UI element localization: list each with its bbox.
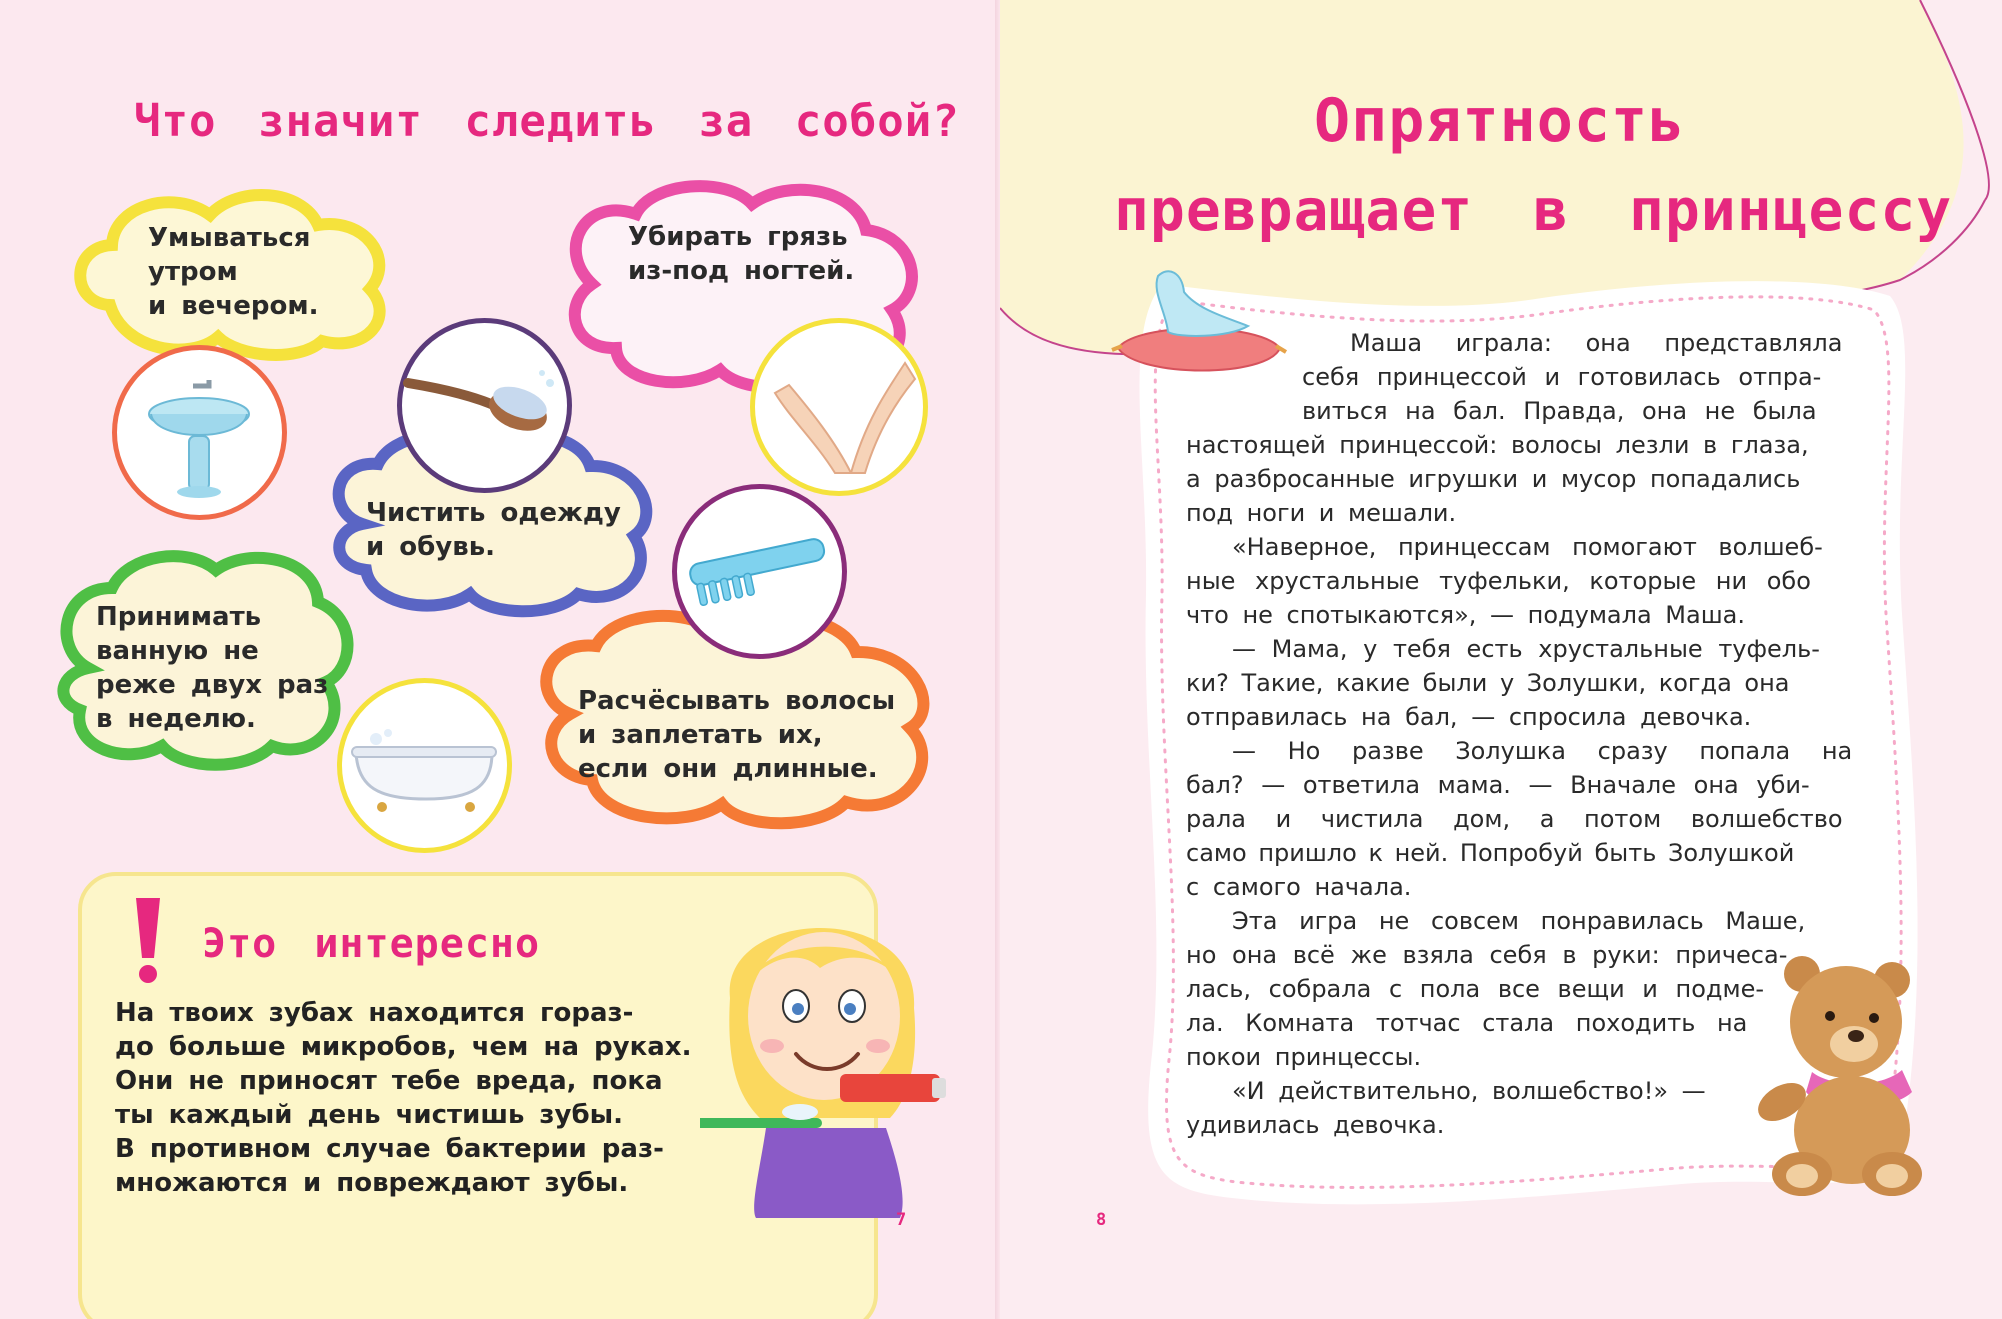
story-line-text: но она всё же взяла себя в руки: причеса-	[1186, 941, 1788, 969]
tip-text-wash: Умываться утром и вечером.	[148, 223, 319, 321]
story-line-text: само пришло к ней. Попробуй быть Золушкой	[1186, 839, 1795, 867]
tip-text-clothes: Чистить одежду и обувь.	[366, 498, 621, 562]
story-line-text: «Наверное, принцессам помогают волшеб-	[1232, 533, 1823, 561]
story-line-text: ла. Комната тотчас стала походить на	[1186, 1009, 1748, 1037]
tip-text-nails: Убирать грязь из-под ногтей.	[628, 222, 855, 286]
story-line-text: удивилась девочка.	[1186, 1111, 1445, 1139]
story-line-text: а разбросанные игрушки и мусор попадались	[1186, 465, 1801, 493]
fact-title: Это интересно	[202, 921, 541, 967]
page-number-left: 7	[896, 1210, 907, 1230]
story-line-text: рала и чистила дом, а потом волшебство	[1186, 805, 1843, 833]
story-line	[1186, 904, 1852, 938]
story-line	[1186, 768, 1852, 802]
story-line-text: настоящей принцессой: волосы лезли в глаза,	[1186, 431, 1809, 459]
story-line	[1186, 632, 1852, 666]
story-line	[1186, 836, 1852, 870]
story-line-text: отправилась на бал, — спросила девочка.	[1186, 703, 1752, 731]
story-line	[1186, 598, 1852, 632]
story-line	[1186, 360, 1852, 394]
sink-illustration	[112, 345, 287, 520]
teddy-bear-illustration	[1742, 952, 1932, 1202]
comb-illustration	[672, 484, 847, 659]
story-line-text: что не спотыкаются», — подумала Маша.	[1186, 601, 1746, 629]
story-line-text: виться на бал. Правда, она не была	[1302, 397, 1817, 425]
story-line	[1186, 496, 1852, 530]
story-line	[1186, 326, 1852, 360]
story-line-text: с самого начала.	[1186, 873, 1412, 901]
story-line	[1186, 734, 1852, 768]
story-line-text: ные хрустальные туфельки, которые ни обо	[1186, 567, 1811, 595]
story-line	[1186, 802, 1852, 836]
tip-cloud-wash	[70, 185, 400, 355]
story-line	[1186, 530, 1852, 564]
story-line-text: покои принцессы.	[1186, 1043, 1422, 1071]
fact-line: ты каждый день чистишь зубы.	[115, 1100, 624, 1130]
story-line	[1186, 462, 1852, 496]
page-number-right: 8	[1096, 1210, 1107, 1230]
story-line	[1186, 564, 1852, 598]
fact-line: до больше микробов, чем на руках.	[115, 1032, 692, 1062]
story-line	[1186, 666, 1852, 700]
story-line-text: ки? Такие, какие были у Золушки, когда она	[1186, 669, 1790, 697]
story-line-text: лась, собрала с пола все вещи и подме-	[1186, 975, 1765, 1003]
clothes-brush-illustration	[397, 318, 572, 493]
fact-text	[115, 996, 692, 1200]
fact-line: Они не приносят тебе вреда, пока	[115, 1066, 663, 1096]
story-line-text: Маша играла: она представляла	[1350, 329, 1843, 357]
tip-text-bath: Принимать ванную не реже двух раз в неделю.	[96, 602, 329, 734]
exclamation-icon	[128, 896, 168, 986]
fact-line: В противном случае бактерии раз-	[115, 1134, 664, 1164]
story-line	[1186, 700, 1852, 734]
bathtub-illustration	[337, 678, 512, 853]
tip-text-hair: Расчёсывать волосы и заплетать их, если они длинные.	[578, 686, 896, 784]
story-line	[1186, 870, 1852, 904]
left-page-title: Что значит следить за собой?	[134, 96, 960, 147]
story-title-line2: превращает в принцессу	[1114, 176, 1953, 244]
hands-illustration	[750, 318, 928, 496]
girl-brushing-teeth-illustration	[700, 878, 950, 1218]
story-line-text: под ноги и мешали.	[1186, 499, 1457, 527]
fact-line: На твоих зубах находится гораз-	[115, 998, 634, 1028]
story-line	[1186, 394, 1852, 428]
story-line-text: — Мама, у тебя есть хрустальные туфель-	[1232, 635, 1820, 663]
story-line-text: — Но разве Золушка сразу попала на	[1232, 737, 1853, 765]
story-line-text: Эта игра не совсем понравилась Маше,	[1232, 907, 1806, 935]
story-line-text: себя принцессой и готовилась отпра-	[1302, 363, 1822, 391]
story-line-text: «И действительно, волшебство!» —	[1232, 1077, 1706, 1105]
story-title-line1: Опрятность	[1314, 86, 1686, 156]
story-line	[1186, 428, 1852, 462]
story-line-text: бал? — ответила мама. — Вначале она уби-	[1186, 771, 1810, 799]
tip-cloud-bath	[52, 548, 352, 773]
fact-line: множаются и повреждают зубы.	[115, 1168, 629, 1198]
